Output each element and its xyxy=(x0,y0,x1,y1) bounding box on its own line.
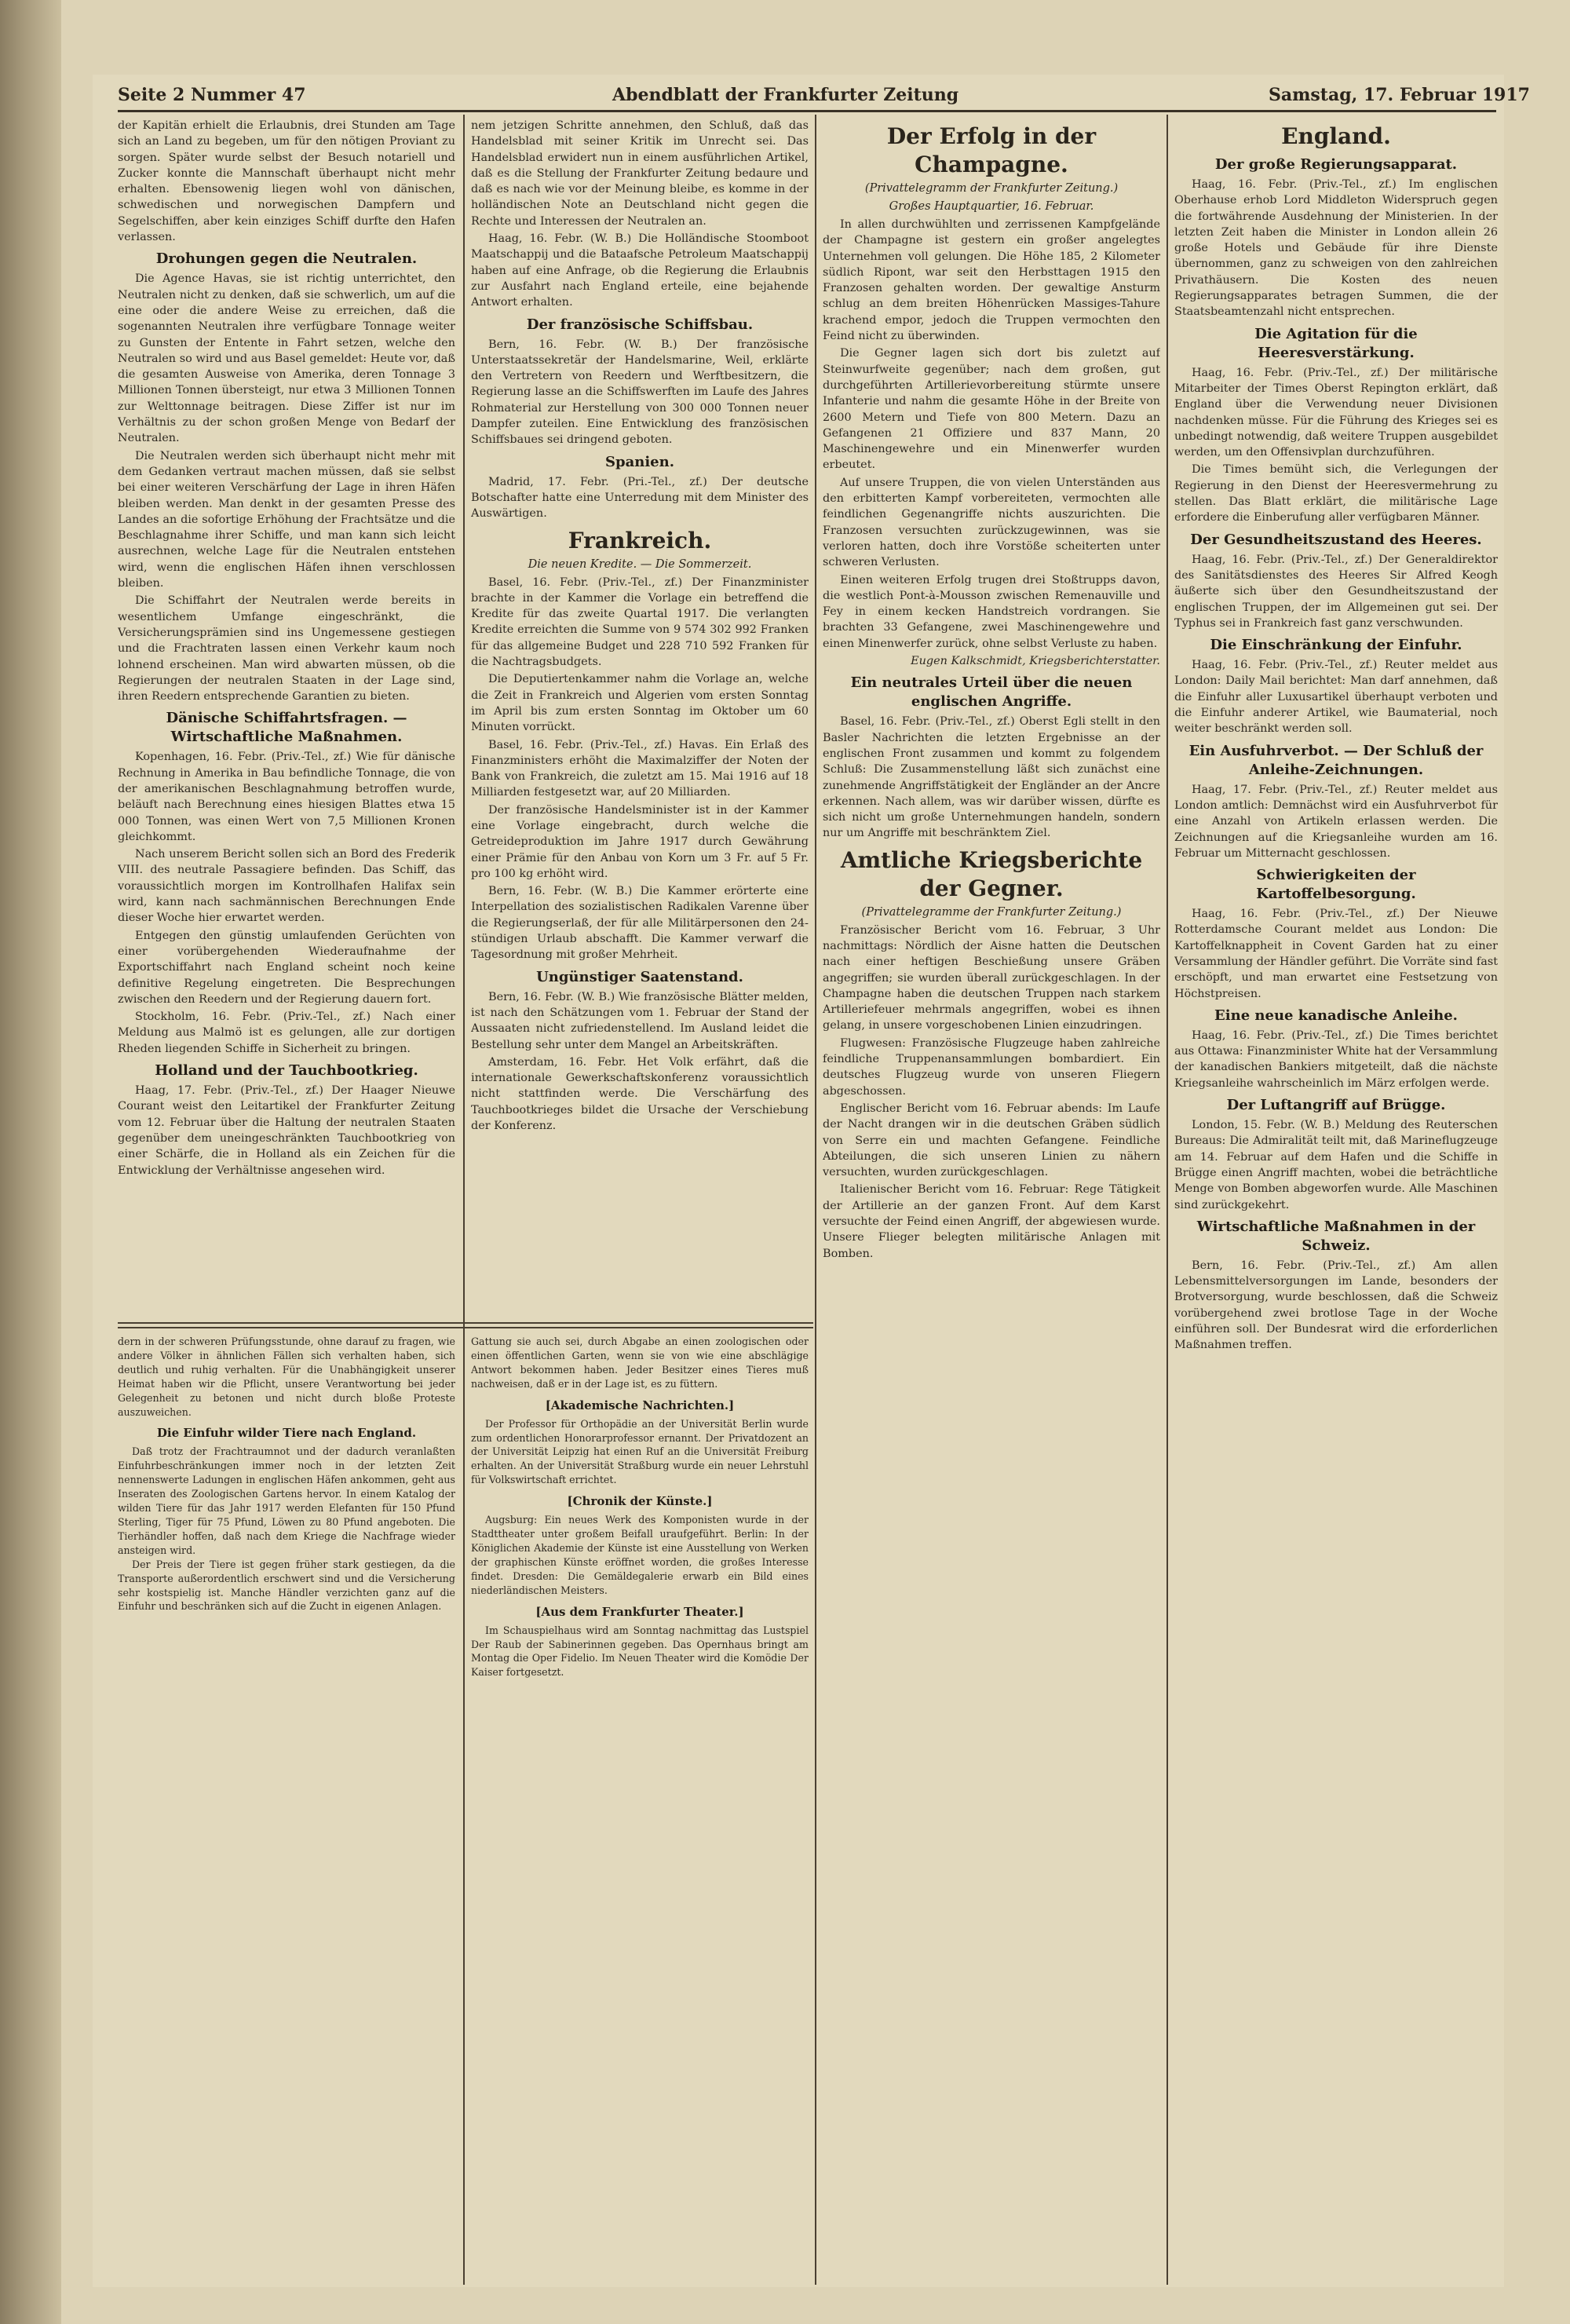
article-text: Basel, 16. Febr. (Priv.-Tel., zf.) Der Finanzminister brachte in der Kammer die Vorlage ein betreffend die Kredite für das zweite Quartal 1917. Die verlangten Kredite erreichten die Summe von 9 574 302 992 Franken für das allgemeine Budget und 228 710 592 Franken für die Nachtragsbudgets. xyxy=(471,576,809,669)
article-text: Der französische Handelsminister ist in der Kammer eine Vorlage eingebracht, durch welche die Getreideproduktion im Jahre 1917 durch Gewährung einer Prämie für den Anbau von Korn um 3 Fr. auf 5 Fr. pro 100 kg erhöht wird. xyxy=(471,803,809,880)
feuilleton-headline: Die Einfuhr wilder Tiere nach England. xyxy=(156,1426,417,1441)
article-text: Bern, 16. Febr. (Priv.-Tel., zf.) Am allen Lebensmittelversorgungen im Lande, besonders der Brotversorgung, wurde beschlossen, daß die Schweiz vorübergehend zwei brotlose Tage in der Woche einführen soll. Der Bundesrat wird die erforderlichen Maßnahmen treffen. xyxy=(1174,1259,1498,1352)
headline: Der französische Schiffsbau. xyxy=(526,316,754,333)
feuilleton-text: dern in der schweren Prüfungsstunde, ohne darauf zu fragen, wie andere Völker in ähnlichen Fällen sich verhalten haben, sich deutlich und ruhig verhalten. Für die Unabhängigkeit unserer Heimat haben wir die Pflicht, unsere Verantwortung bei jeder Gelegenheit zu betonen und nicht durch bloße Proteste auszuweichen. xyxy=(118,1336,455,1418)
masthead: Abendblatt der Frankfurter Zeitung xyxy=(612,85,959,105)
section-headline: Der Erfolg in der Champagne. xyxy=(886,123,1097,177)
headline: Ein Ausfuhrverbot. — Der Schluß der Anleihe-Zeichnungen. xyxy=(1188,742,1484,778)
subheadline: (Privattelegramme der Frankfurter Zeitung.) xyxy=(861,905,1122,919)
article-text: Haag, 16. Febr. (Priv.-Tel., zf.) Reuter meldet aus London: Daily Mail berichtet: Man darf annehmen, daß die Einfuhr aller Luxusartikel überhaupt verboten und die Einfuhr anderer Artikel, wie Baumaterial, noch weiter beschränkt werden soll. xyxy=(1174,659,1498,736)
subheadline: Die neuen Kredite. — Die Sommerzeit. xyxy=(528,557,752,571)
article-text: Die Schiffahrt der Neutralen werde bereits in wesentlichem Umfange eingeschränkt, die Versicherungsprämien sind ins Ungemessene gestiegen und die Frachtraten lassen einen Verkehr kaum noch lohnend erscheinen. Man wird abwarten müssen, ob die Regierungen der neutralen Staaten in der Lage sind, ihren Reedern entsprechende Garantien zu bieten. xyxy=(118,594,455,703)
article-text: Madrid, 17. Febr. (Pri.-Tel., zf.) Der deutsche Botschafter hatte eine Unterredung mit dem Minister des Auswärtigen. xyxy=(471,475,809,521)
article-text: Die Agence Havas, sie ist richtig unterrichtet, den Neutralen nicht zu denken, daß sie schwerlich, um auf die eine oder die andere Weise zu erreichen, daß die sogenannten Neutralen ihre verfügbare Tonnage weiter zu Gunsten der Entente in Fahrt setzen, welche den Neutralen so wird und aus Basel gemeldet: Heute vor, daß die gesamten Ausweise von Amerika, deren Tonnage 3 Millionen Tonnen übersteigt, nur etwa 3 Millionen Tonnen zur Welttonnage beitragen. Diese Ziffer ist nur im Verhältnis zu der schon großen Menge von Bedarf der Neutralen. xyxy=(118,272,455,445)
column-3 xyxy=(823,118,1160,2281)
article-text: der Kapitän erhielt die Erlaubnis, drei Stunden am Tage sich an Land zu begeben, um für den nötigen Proviant zu sorgen. Später wurde selbst der Besuch notariell und Zucker konnte die Mannschaft überhaupt nicht mehr erhalten. Ebensowenig liegen wohl von dänischen, schwedischen und norwegischen Dampfern und Segelschiffen, aber kein einziges Schiff durfte den Hafen verlassen. xyxy=(118,119,455,244)
section-headline: Frankreich. xyxy=(568,527,712,554)
article-text: Flugwesen: Französische Flugzeuge haben zahlreiche feindliche Truppenansammlungen bombardiert. Ein deutsches Flugzeug wurde von unseren Fliegern abgeschossen. xyxy=(823,1036,1160,1098)
article-text: Nach unserem Bericht sollen sich an Bord des Frederik VIII. des neutrale Passagiere befinden. Das Schiff, das voraussichtlich morgen im Kontrollhafen Halifax sein wird, kann nach sachmännischen Berechnungen Ende dieser Woche hier erwartet werden. xyxy=(118,848,455,925)
headline: Der große Regierungsapparat. xyxy=(1214,156,1458,173)
headline: Holland und der Tauchbootkrieg. xyxy=(155,1062,418,1080)
dateline: Großes Hauptquartier, 16. Februar. xyxy=(889,200,1094,213)
article-text: Die Neutralen werden sich überhaupt nicht mehr mit dem Gedanken vertraut machen müssen, daß sie selbst bei einer weiteren Verschärfung der Lage in ihren Häfen bleiben werden. Man denkt in der gesamten Presse des Landes an die sofortige Erhöhung der Frachtsätze und die Beschlagnahme ihrer Schiffe, und man kann sich leicht ausrechnen, welche Lage für die Neutralen entstehen wird, wenn die englischen Häfen ihnen verschlossen bleiben. xyxy=(118,449,455,590)
book-binding xyxy=(0,0,61,2324)
headline: Der Gesundheitszustand des Heeres. xyxy=(1190,531,1482,548)
column-rule xyxy=(463,115,465,2285)
feuilleton-text: Augsburg: Ein neues Werk des Komponisten wurde in der Stadttheater unter großem Beifall uraufgeführt. Berlin: In der Königlichen Akademie der Künste ist eine Ausstellung von Werken der graphischen Künste eröffnet worden, die großes Interesse findet. Dresden: Die Gemäldegalerie erwarb ein Bild eines niederländischen Meisters. xyxy=(471,1514,809,1596)
column-rule xyxy=(815,115,816,2285)
feuilleton-text: Daß trotz der Frachtraumnot und der dadurch veranlaßten Einfuhrbeschränkungen immer noch in der letzten Zeit nennenswerte Ladungen in englischen Häfen ankommen, geht aus Inseraten des Zoologischen Gartens hervor. In einem Katalog der wilden Tiere für das Jahr 1917 werden Elefanten für 150 Pfund Sterling, Tiger für 75 Pfund, Löwen zu 80 Pfund angeboten. Die Tierhändler hoffen, daß nach dem Kriege die Nachfrage wieder ansteigen wird. xyxy=(118,1445,455,1556)
headline: Ein neutrales Urteil über die neuen englischen Angriffe. xyxy=(850,674,1133,711)
article-text: Entgegen den günstig umlaufenden Gerüchten von einer vorübergehenden Wiederaufnahme der Exportschiffahrt nach England scheint noch keine definitive Regelung eingetreten. Die Besprechungen zwischen den Reedern und der Regierung dauern fort. xyxy=(118,929,455,1006)
article-text: Haag, 16. Febr. (Priv.-Tel., zf.) Im englischen Oberhause erhob Lord Middleton Widerspruch gegen die fortwährende Ausdehnung der Ministerien. In der letzten Zeit haben die Minister in London allein 26 große Hotels und Gebäude für ihre Dienste übernommen, ganz zu schweigen von den zahlreichen Privathäusern. Die Kosten des neuen Regierungsapparates betragen Summen, die der Staatsbeamtenzahl nicht entsprechen. xyxy=(1174,178,1498,319)
article-text: Bern, 16. Febr. (W. B.) Wie französische Blätter melden, ist nach den Schätzungen vom 1. Februar der Stand der Aussaaten nicht zufriedenstellend. Im Ausland leidet die Bestellung sehr unter dem Mangel an Arbeitskräften. xyxy=(471,990,809,1051)
article-text: Haag, 16. Febr. (Priv.-Tel., zf.) Die Times berichtet aus Ottawa: Finanzminister White hat der Versammlung der kanadischen Bankiers mitgeteilt, daß die nächste Kriegsanleihe wahrscheinlich im März erfolgen werde. xyxy=(1174,1029,1498,1090)
article-text: Haag, 17. Febr. (Priv.-Tel., zf.) Reuter meldet aus London amtlich: Demnächst wird ein Ausfuhrverbot für eine Anzahl von Artikeln erlassen werden. Die Zeichnungen auf die Kriegsanleihe wurden am 16. Februar um Mitternacht geschlossen. xyxy=(1174,783,1498,860)
feuilleton-text: Der Professor für Orthopädie an der Universität Berlin wurde zum ordentlichen Honorarprofessor ernannt. Der Privatdozent an der Universität Leipzig hat einen Ruf an die Universität Freiburg erhalten. An der Universität Straßburg wurde ein neuer Lehrstuhl für Volkswirtschaft errichtet. xyxy=(471,1417,809,1486)
issue-date: Samstag, 17. Februar 1917 xyxy=(1269,85,1530,105)
headline: Ungünstiger Saatenstand. xyxy=(536,968,743,985)
column-2 xyxy=(471,118,809,1319)
article-text: Auf unsere Truppen, die von vielen Unterständen aus den erbitterten Kampf vorbereiteten, vermochten alle feindlichen Gegenangriffe nichts auszurichten. Die Franzosen versuchten zurückzugewinnen, was sie verloren hatten, doch ihre Vorstöße scheiterten unter schweren Verlusten. xyxy=(823,476,1160,569)
article-text: Bern, 16. Febr. (W. B.) Die Kammer erörterte eine Interpellation des sozialistischen Radikalen Varenne über die Regierungserlaß, der für alle Militärpersonen den 24-stündigen Urlaub abschafft. Die Kammer verwarf die Tagesordnung mit großer Mehrheit. xyxy=(471,885,809,962)
feuilleton-headline: [Chronik der Künste.] xyxy=(567,1494,713,1509)
feuilleton-rule xyxy=(118,1327,813,1328)
article-text: Englischer Bericht vom 16. Februar abends: Im Laufe der Nacht drangen wir in die deutschen Gräben südlich von Serre ein und machten Gefangene. Feindliche Abteilungen, die sich unseren Linien zu nähern versuchten, wurden zurückgeschlagen. xyxy=(823,1102,1160,1179)
feuilleton-headline: [Aus dem Frankfurter Theater.] xyxy=(535,1604,744,1619)
feuilleton-column-2 xyxy=(471,1335,809,2281)
article-text: Einen weiteren Erfolg trugen drei Stoßtrupps davon, die westlich Pont-à-Mousson zwischen Remenauville und Fey in einem kecken Handstreich vordrangen. Sie brachten 33 Gefangene, zwei Maschinengewehre und einen Minenwerfer zurück, ohne selbst Verluste zu haben. xyxy=(823,573,1160,650)
headline: Dänische Schiffahrtsfragen. — Wirtschaftliche Maßnahmen. xyxy=(166,710,407,746)
article-text: Haag, 16. Febr. (Priv.-Tel., zf.) Der militärische Mitarbeiter der Times Oberst Repington erklärt, daß England über die Verwendung neuer Divisionen nachdenken müsse. Für die Führung des Krieges sei es unbedingt notwendig, daß weitere Truppen ausgebildet werden, um den Offensivplan durchzuführen. xyxy=(1174,366,1498,459)
column-1 xyxy=(118,118,455,1319)
headline: Schwierigkeiten der Kartoffelbesorgung. xyxy=(1256,867,1416,903)
article-text: Französischer Bericht vom 16. Februar, 3 Uhr nachmittags: Nördlich der Aisne hatten die Deutschen nach einer heftigen Beschießung unsere Gräben angegriffen; sie wurden überall zurückgeschlagen. In der Champagne haben die deutschen Truppen nach starkem Artilleriefeuer mehrmals angegriffen, wobei es ihnen gelang, in unsere vorgeschobenen Linien einzudringen. xyxy=(823,923,1160,1032)
article-text: Die Times bemüht sich, die Verlegungen der Regierung in den Dienst der Heeresvermehrung zu stellen. Das Blatt erklärt, die militärische Lage erfordere die Einberufung aller verfügbaren Männer. xyxy=(1174,463,1498,524)
headline: Die Einschränkung der Einfuhr. xyxy=(1210,637,1462,654)
article-text: nem jetzigen Schritte annehmen, den Schluß, daß das Handelsblad mit seiner Kritik im Unrecht sei. Das Handelsblad erwidert nun in einem ausführlichen Artikel, daß es die Stellung der Frankfurter Zeitung bedaure und daß es nach wie vor der Meinung bleibe, es komme in der holländischen Note an Deutschland nicht gegen die Rechte und Interessen der Neutralen an. xyxy=(471,119,809,228)
feuilleton-text: Der Preis der Tiere ist gegen früher stark gestiegen, da die Transporte außerordentlich erschwert sind und die Versicherung sehr kostspielig ist. Manche Händler verzichten ganz auf die Einfuhr und beschränken sich auf die Zucht in eigenen Anlagen. xyxy=(118,1558,455,1613)
article-text: Haag, 16. Febr. (W. B.) Die Holländische Stoomboot Maatschappij und die Bataafsche Petroleum Maatschappij haben auf eine Anfrage, ob die Regierung die Erlaubnis zur Ausfahrt nach England erteile, eine bejahende Antwort erhalten. xyxy=(471,232,809,309)
subheadline: (Privattelegramm der Frankfurter Zeitung.) xyxy=(864,182,1119,195)
article-text: Die Gegner lagen sich dort bis zuletzt auf Steinwurfweite gegenüber; nach dem großen, gut durchgeführten Artillerievorbereitung stürmte unsere Infanterie und nahm die gesamte Höhe in der Breite von 2600 Metern und Tiefe von 800 Metern. Dazu an Gefangenen 21 Offiziere und 837 Mann, 20 Maschinengewehre und ein Minenwerfer wurden erbeutet. xyxy=(823,347,1160,472)
article-text: Italienischer Bericht vom 16. Februar: Rege Tätigkeit der Artillerie an der ganzen Front. Auf dem Karst versuchte der Feind einen Angriff, der abgewiesen wurde. Unsere Flieger belegten militärische Anlagen mit Bomben. xyxy=(823,1183,1160,1260)
article-text: Haag, 16. Febr. (Priv.-Tel., zf.) Der Nieuwe Rotterdamsche Courant meldet aus London: Die Kartoffelknappheit in Covent Garden hat zu einer Versammlung der Händler geführt. Die Vorräte sind fast erschöpft, und man erwartet eine Festsetzung von Höchstpreisen. xyxy=(1174,908,1498,1000)
article-text: Bern, 16. Febr. (W. B.) Der französische Unterstaatssekretär der Handelsmarine, Weil, erklärte den Vertretern von Reedern und Werftbesitzern, die Regierung lasse an die Schiffswerften im Laufe des Jahres Rohmaterial zur Herstellung von 300 000 Tonnen neuer Dampfer zuteilen. Eine Entwicklung des französischen Schiffsbaues sei dringend geboten. xyxy=(471,338,809,447)
article-text: Haag, 17. Febr. (Priv.-Tel., zf.) Der Haager Nieuwe Courant weist den Leitartikel der Frankfurter Zeitung vom 12. Februar über die Haltung der neutralen Staaten gegenüber dem uneingeschränkten Tauchbootkrieg von einer Schärfe, die in Holland als ein Zeichen für die Entwicklung der Verhältnisse angesehen wird. xyxy=(118,1084,455,1177)
feuilleton-text: Im Schauspielhaus wird am Sonntag nachmittag das Lustspiel Der Raub der Sabinerinnen gegeben. Das Opernhaus bringt am Montag die Oper Fidelio. Im Neuen Theater wird die Komödie Der Kaiser fortgesetzt. xyxy=(471,1624,809,1679)
article-text: Kopenhagen, 16. Febr. (Priv.-Tel., zf.) Wie für dänische Rechnung in Amerika in Bau befindliche Tonnage, die von der amerikanischen Beschlagnahmung betroffen wurde, beläuft nach Berechnung eines hiesigen Blattes etwa 15 000 Tonnen, was einen Wert von 7,5 Millionen Kronen gleichkommt. xyxy=(118,751,455,843)
article-text: Stockholm, 16. Febr. (Priv.-Tel., zf.) Nach einer Meldung aus Malmö ist es gelungen, alle zur dortigen Rheden liegenden Schiffe in Sicherheit zu bringen. xyxy=(118,1010,455,1055)
article-text: Haag, 16. Febr. (Priv.-Tel., zf.) Der Generaldirektor des Sanitätsdienstes des Heeres Sir Alfred Keogh äußerte sich über den Gesundheitszustand der englischen Truppen, der im Allgemeinen gut sei. Der Typhus sei in Frankreich fast ganz verschwunden. xyxy=(1174,553,1498,630)
feuilleton-headline: [Akademische Nachrichten.] xyxy=(545,1398,735,1412)
article-text: Basel, 16. Febr. (Priv.-Tel., zf.) Havas. Ein Erlaß des Finanzministers erhöht die Maximalziffer der Noten der Bank von Frankreich, die zuletzt am 15. Mai 1916 auf 18 Milliarden festgesetzt war, auf 20 Milliarden. xyxy=(471,738,809,799)
article-text: In allen durchwühlten und zerrissenen Kampfgelände der Champagne ist gestern ein großer angelegtes Unternehmen voll gelungen. Die Höhe 185, 2 Kilometer südlich Ripont, war seit den Herbsttagen 1915 den Franzosen gehalten worden. Der gewaltige Ansturm schlug an dem breiten Höhenrücken Massiges-Tahure krachend empor, jedoch die Truppen vermochten den Feind nicht zu überwinden. xyxy=(823,218,1160,343)
article-text: Amsterdam, 16. Febr. Het Volk erfährt, daß die internationale Gewerkschaftskonferenz voraussichtlich nicht stattfinden werde. Die Verschärfung des Tauchbootkrieges bildet die Ursache der Verschiebung der Konferenz. xyxy=(471,1055,809,1133)
headline: Wirtschaftliche Maßnahmen in der Schweiz. xyxy=(1196,1218,1476,1254)
column-rule xyxy=(1167,115,1168,2285)
header-rule xyxy=(118,110,1496,112)
feuilleton-rule xyxy=(118,1322,813,1324)
section-headline: England. xyxy=(1281,123,1391,149)
article-text: Basel, 16. Febr. (Priv.-Tel., zf.) Oberst Egli stellt in den Basler Nachrichten die letzten Ergebnisse an der englischen Front zusammen und kommt zu folgendem Schluß: Die Zusammenstellung läßt sich zunächst eine zunehmende Angriffstätigkeit der Engländer an der Ancre erkennen. Nach allem, was wir darüber wissen, dürfte es sich nicht um große Unternehmungen handeln, sondern nur um Angriffe mit beschränktem Ziel. xyxy=(823,715,1160,840)
article-text: London, 15. Febr. (W. B.) Meldung des Reuterschen Bureaus: Die Admiralität teilt mit, daß Marineflugzeuge am 14. Februar auf dem Hafen und die Schiffe in Brügge einen Angriff machten, wobei die beträchtliche Menge von Bomben abgeworfen wurde. Alle Maschinen sind zurückgekehrt. xyxy=(1174,1119,1498,1211)
article-text: Die Deputiertenkammer nahm die Vorlage an, welche die Zeit in Frankreich und Algerien vom ersten Sonntag im April bis zum ersten Sonntag im Oktober um 60 Minuten vorrückt. xyxy=(471,673,809,734)
page-number: Seite 2 Nummer 47 xyxy=(118,85,306,105)
headline: Spanien. xyxy=(605,453,674,470)
headline: Eine neue kanadische Anleihe. xyxy=(1214,1007,1458,1024)
feuilleton-column-1 xyxy=(118,1335,455,2281)
byline: Eugen Kalkschmidt, Kriegsberichterstatter. xyxy=(911,655,1160,668)
column-4 xyxy=(1174,118,1498,2281)
headline: Der Luftangriff auf Brügge. xyxy=(1226,1097,1446,1114)
headline: Die Agitation für die Heeresverstärkung. xyxy=(1254,325,1418,361)
section-headline: Amtliche Kriegsberichte der Gegner. xyxy=(840,846,1143,901)
feuilleton-text: Gattung sie auch sei, durch Abgabe an einen zoologischen oder einen öffentlichen Garten, wenn sie von wie eine abschlägige Antwort bekommen haben. Jeder Besitzer eines Tieres muß nachweisen, daß er in der Lage ist, es zu füttern. xyxy=(471,1336,809,1390)
headline: Drohungen gegen die Neutralen. xyxy=(155,250,418,268)
